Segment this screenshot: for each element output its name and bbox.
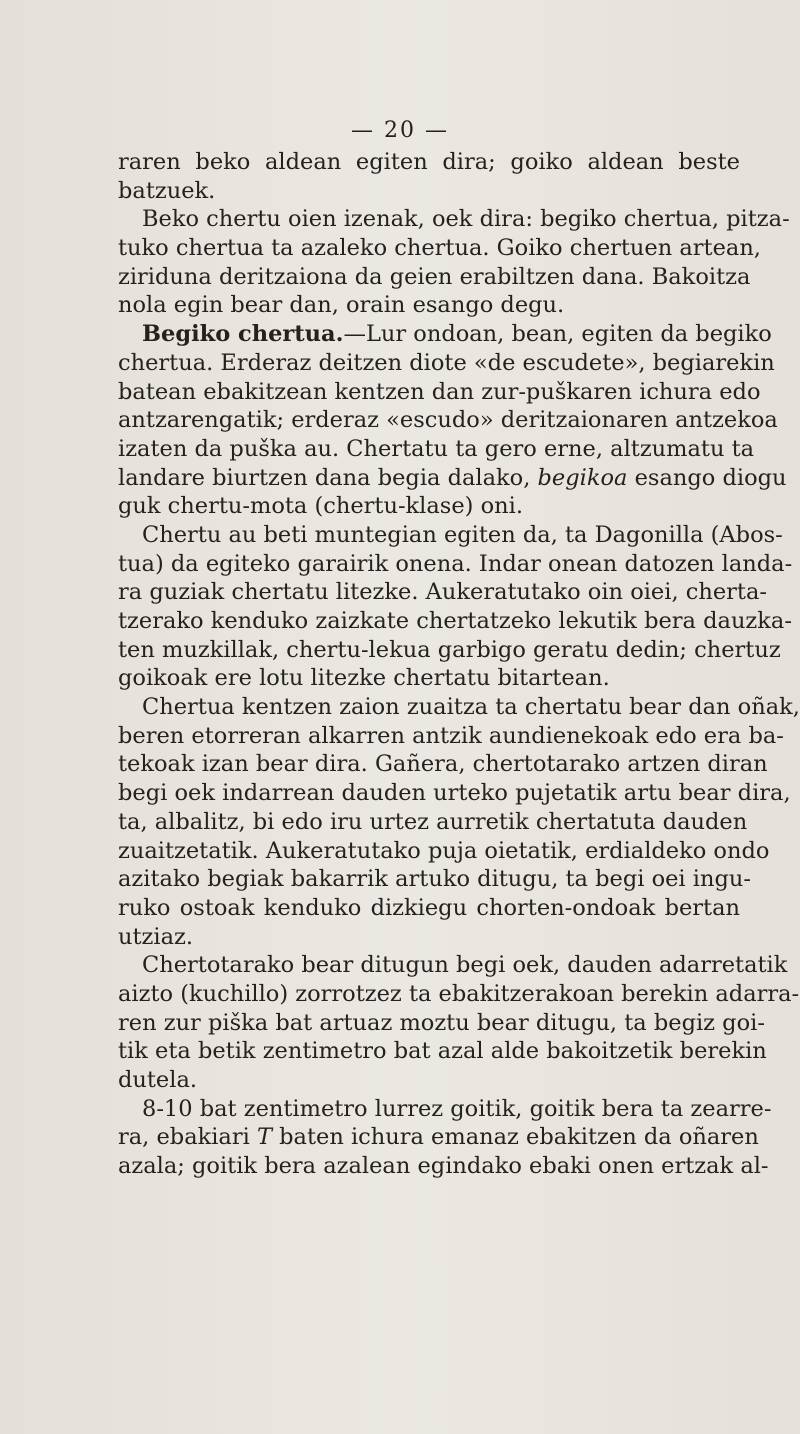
line-text: goikoak ere lotu litezke chertatu bitartean.	[118, 665, 610, 692]
line-text: ten muzkillak, chertu-lekua garbigo geratu dedin; chertuz	[118, 636, 781, 663]
text-line	[118, 492, 740, 521]
line-text: tik eta betik zentimetro bat azal alde bakoitzetik berekin	[118, 1038, 767, 1065]
text-line	[118, 291, 740, 320]
text-line	[118, 636, 781, 665]
line-text: Chertotarako bear ditugun begi oek, dauden adarretatik	[142, 952, 788, 979]
line-text: Chertua kentzen zaion zuaitza ta chertatu bear dan oñak,	[142, 694, 800, 721]
line-text: batean ebakitzean kentzen dan zur-puškaren ichura edo	[118, 378, 761, 405]
line-text: ra guziak chertatu litezke. Aukeratutako oin oiei, cherta-	[118, 579, 767, 606]
line-text: Beko chertu oien izenak, oek dira: begiko chertua, pitza-	[142, 206, 790, 233]
text-line	[118, 865, 751, 894]
paragraph	[118, 320, 787, 521]
paragraph	[118, 951, 800, 1094]
line-text-after: baten ichura emanaz ebakitzen da oñaren	[279, 1124, 759, 1151]
italic-word: T	[256, 1124, 272, 1151]
italic-word: begikoa	[537, 464, 628, 491]
line-text: begi oek indarrean dauden urteko pujetatik artu bear dira,	[118, 780, 791, 807]
text-line	[118, 550, 793, 579]
text-line	[118, 378, 761, 407]
line-text: ziriduna deritzaiona da geien erabiltzen dana. Bakoitza	[118, 263, 751, 290]
text-line	[118, 406, 778, 435]
text-line	[118, 1152, 769, 1181]
text-line	[118, 148, 740, 177]
text-line	[118, 894, 740, 923]
text-line	[118, 779, 791, 808]
line-text: zuaitzetatik. Aukeratutako puja oietatik, erdialdeko ondo	[118, 837, 770, 864]
text-line	[118, 177, 740, 206]
line-text: guk chertu-mota (chertu-klase) oni.	[118, 493, 523, 520]
paragraph	[118, 205, 790, 320]
text-line	[118, 664, 740, 693]
line-text: utziaz.	[118, 923, 194, 950]
text-line	[118, 349, 775, 378]
text-line	[118, 320, 772, 349]
line-text: aizto (kuchillo) zorrotzez ta ebakitzerakoan berekin adarra-	[118, 980, 800, 1007]
text-line	[118, 1037, 767, 1066]
text-line	[118, 808, 748, 837]
line-text: dutela.	[118, 1067, 198, 1093]
line-text: antzarengatik; erderaz «escudo» deritzaionaren antzekoa	[118, 407, 778, 434]
paragraph	[118, 521, 793, 693]
text-line	[118, 521, 783, 550]
line-text: ren zur piška bat artuaz moztu bear ditugu, ta begiz goi-	[118, 1009, 765, 1036]
text-line	[118, 923, 740, 952]
paragraph	[118, 693, 800, 951]
line-text: landare biurtzen dana begia dalako,	[118, 464, 531, 491]
paragraph	[118, 1095, 772, 1181]
line-text: ra, ebakiari	[118, 1124, 250, 1151]
text-line	[118, 1095, 772, 1124]
text-line	[118, 205, 790, 234]
text-line	[118, 607, 792, 636]
line-text: tua) da egiteko garairik onena. Indar onean datozen landa-	[118, 550, 793, 577]
text-line	[118, 234, 761, 263]
line-text: batzuek.	[118, 177, 216, 204]
line-text: tzerako kenduko zaizkate chertatzeko lekutik bera dauzka-	[118, 608, 792, 634]
line-text: Chertu au beti muntegian egiten da, ta Dagonilla (Abos-	[142, 521, 783, 548]
text-line	[118, 464, 787, 493]
page-body	[118, 148, 800, 1181]
line-text: ta, albalitz, bi edo iru urtez aurretik chertatuta dauden	[118, 808, 748, 835]
line-text: chertua. Erderaz deitzen diote «de escudete», begiarekin	[118, 349, 775, 376]
line-text: azitako begiak bakarrik artuko ditugu, ta begi oei ingu-	[118, 866, 751, 893]
text-line	[118, 750, 768, 779]
line-text: ruko ostoak kenduko dizkiegu chorten-ondoak bertan	[118, 894, 740, 921]
text-line	[118, 980, 800, 1009]
paragraph	[118, 148, 740, 205]
line-text: tekoak izan bear dira. Gañera, chertotarako artzen diran	[118, 751, 768, 778]
line-text: nola egin bear dan, orain esango degu.	[118, 292, 565, 319]
text-line	[118, 951, 788, 980]
line-text: izaten da puška au. Chertatu ta gero erne, altzumatu ta	[118, 435, 755, 462]
text-line	[118, 435, 755, 464]
text-line	[118, 722, 784, 751]
bold-heading: Begiko chertua.	[142, 321, 344, 348]
page-number: — 20 —	[351, 118, 449, 143]
text-line	[118, 263, 751, 292]
text-line	[118, 1123, 759, 1152]
text-line	[118, 578, 767, 607]
line-text: 8-10 bat zentimetro lurrez goitik, goitik bera ta zearre-	[142, 1095, 772, 1122]
line-text: —Lur ondoan, bean, egiten da begiko	[343, 321, 772, 348]
line-text: tuko chertua ta azaleko chertua. Goiko chertuen artean,	[118, 235, 761, 262]
line-text: raren beko aldean egiten dira; goiko aldean beste	[118, 149, 740, 175]
line-text: azala; goitik bera azalean egindako ebaki onen ertzak al-	[118, 1153, 769, 1180]
line-text-after: esango diogu	[634, 464, 787, 491]
text-line	[118, 693, 800, 722]
text-line	[118, 1009, 765, 1038]
text-line	[118, 1066, 740, 1095]
text-line	[118, 837, 770, 866]
line-text: beren etorreran alkarren antzik aundienekoak edo era ba-	[118, 722, 784, 749]
